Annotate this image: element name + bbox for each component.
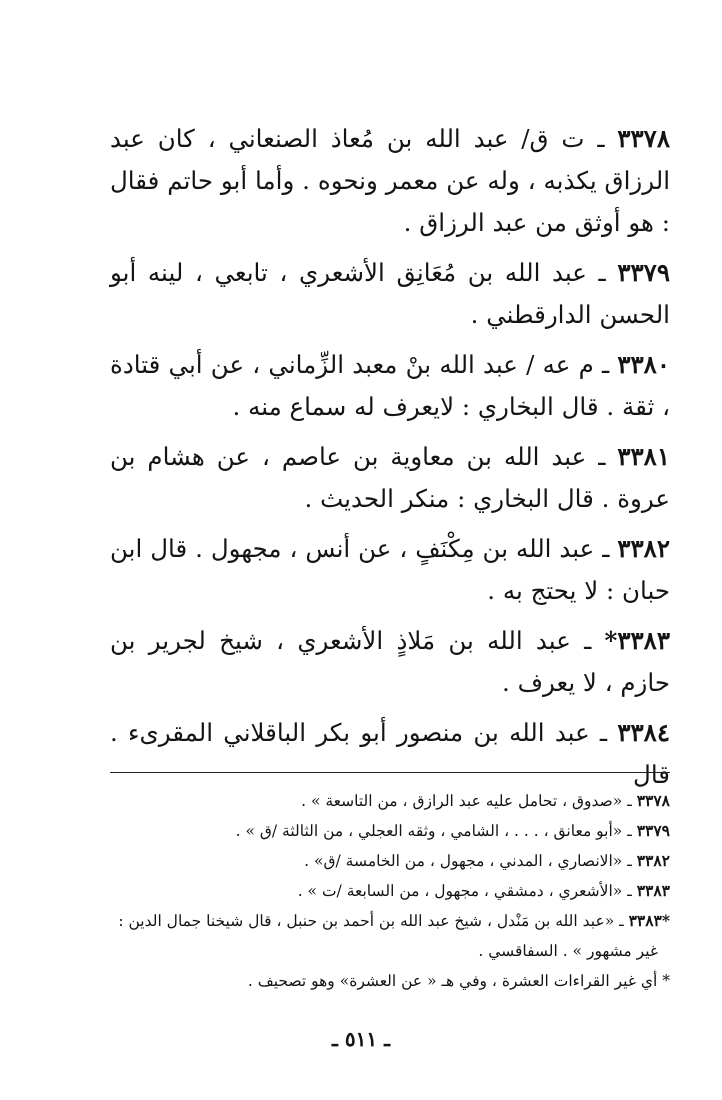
footnote-text: ـ «صدوق ، تحامل عليه عبد الرازق ، من التاسعة » . bbox=[301, 792, 637, 810]
footnote-text: ـ «عبد الله بن مَنْدل ، شيخ عبد الله بن أحمد بن حنبل ، قال شيخنا جمال الدين : bbox=[118, 912, 629, 930]
entry-text: ـ ت ق/ عبد الله بن مُعاذ الصنعاني ، كان عبد الرزاق يكذبه ، وله عن معمر ونحوه . وأما أبو حاتم فقال : هو أوثق من عبد الرزاق . bbox=[110, 124, 670, 237]
entry-number: ٣٣٨٤ bbox=[617, 718, 670, 747]
entry-text: ـ عبد الله بن منصور أبو بكر الباقلاني المقرىء . قال bbox=[110, 718, 670, 789]
star-note: * أي غير القراءات العشرة ، وفي هـ « عن العشرة» وهو تصحيف . bbox=[247, 972, 670, 990]
footnote-divider bbox=[110, 772, 670, 773]
entry-text: ـ م عه / عبد الله بنْ معبد الزِّماني ، عن أبي قتادة ، ثقة . قال البخاري : لايعرف له سماع منه . bbox=[110, 350, 670, 421]
entry-number: ٣٣٨٠ bbox=[617, 350, 670, 379]
main-text bbox=[110, 118, 670, 804]
entry-3380 bbox=[110, 344, 670, 428]
footnote-text: ـ «الانصاري ، المدني ، مجهول ، من الخامسة /ق» . bbox=[304, 852, 637, 870]
footnotes bbox=[105, 786, 670, 996]
entry-number: ٣٣٨٢ bbox=[617, 534, 670, 563]
entry-number: ٣٣٨١ bbox=[617, 442, 670, 471]
footnote-number: ٣٣٧٩ bbox=[636, 821, 670, 840]
entry-number: ٣٣٧٨ bbox=[617, 124, 670, 153]
footnote-3382 bbox=[105, 846, 670, 876]
footnote-number: ٣٣٧٨ bbox=[636, 791, 670, 810]
footnote-number: ٣٣٨٣ bbox=[636, 881, 670, 900]
entry-3379 bbox=[110, 252, 670, 336]
entry-3384 bbox=[110, 712, 670, 796]
page-number: ـ ٥١١ ـ bbox=[332, 1027, 390, 1051]
entry-3383 bbox=[110, 620, 670, 704]
entry-3382 bbox=[110, 528, 670, 612]
footnote-3379 bbox=[105, 816, 670, 846]
entry-number: ٣٣٨٣* bbox=[604, 626, 670, 655]
entry-3378 bbox=[110, 118, 670, 244]
entry-3381 bbox=[110, 436, 670, 520]
footnote-text: ـ «الأشعري ، دمشقي ، مجهول ، من السابعة /ت » . bbox=[297, 882, 637, 900]
footnote-number: *٣٣٨٣ bbox=[628, 911, 670, 930]
footnote-number: ٣٣٨٢ bbox=[636, 851, 670, 870]
footnote-text: ـ «أبو معانق ، . . . ، الشامي ، وثقه العجلي ، من الثالثة /ق » . bbox=[235, 822, 637, 840]
entry-text: ـ عبد الله بن مُعَانِق الأشعري ، تابعي ، لينه أبو الحسن الدارقطني . bbox=[110, 258, 670, 329]
footnote-3378 bbox=[105, 786, 670, 816]
entry-text: ـ عبد الله بن مَلاذٍ الأشعري ، شيخ لجرير بن حازم ، لا يعرف . bbox=[110, 626, 670, 697]
entry-text: ـ عبد الله بن مِكْنَفٍ ، عن أنس ، مجهول . قال ابن حبان : لا يحتج به . bbox=[110, 534, 670, 605]
footnote-continuation: غير مشهور » . السفاقسي . bbox=[478, 942, 658, 960]
entry-number: ٣٣٧٩ bbox=[617, 258, 670, 287]
footnote-3383 bbox=[105, 876, 670, 906]
footnote-3383-star bbox=[105, 906, 670, 966]
entry-text: ـ عبد الله بن معاوية بن عاصم ، عن هشام بن عروة . قال البخاري : منكر الحديث . bbox=[110, 442, 670, 513]
